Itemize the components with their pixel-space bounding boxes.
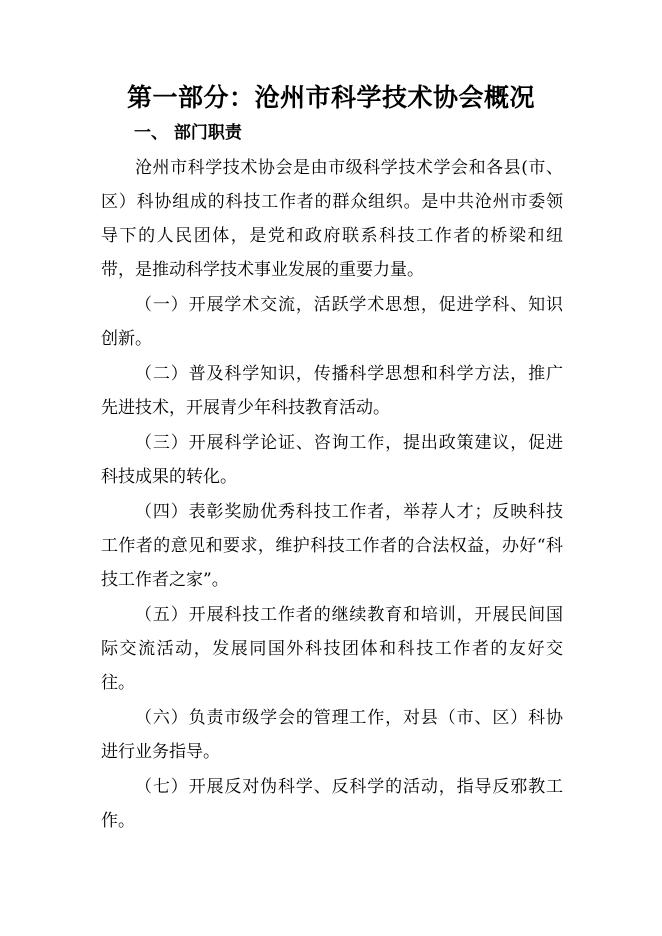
paragraph-line: 带，是推动科学技术事业发展的重要力量。 <box>101 260 424 280</box>
paragraph-line: 区）科协组成的科技工作者的群众组织。是中共沧州市委领 <box>101 192 563 212</box>
paragraph-line: （六）负责市级学会的管理工作，对县（市、区）科协 <box>135 708 563 728</box>
paragraph-line: 沧州市科学技术协会是由市级科学技术学会和各县(市、 <box>135 158 563 178</box>
paragraph-line: 工作者的意见和要求，维护科技工作者的合法权益，办好“科 <box>101 536 563 556</box>
paragraph-line: 际交流活动，发展同国外科技团体和科技工作者的友好交 <box>101 639 563 659</box>
paragraph-line: 先进技术，开展青少年科技教育活动。 <box>101 398 390 418</box>
paragraph-line: 创新。 <box>101 329 152 349</box>
paragraph-line: 进行业务指导。 <box>101 742 220 762</box>
paragraph-line: 往。 <box>101 673 135 693</box>
paragraph-line: 技工作者之家”。 <box>101 570 229 590</box>
paragraph-line: （五）开展科技工作者的继续教育和培训，开展民间国 <box>135 605 563 625</box>
paragraph-line: 作。 <box>101 811 135 831</box>
page-title: 第一部分：沧州市科学技术协会概况 <box>126 83 535 112</box>
paragraph-line: 导下的人民团体，是党和政府联系科技工作者的桥梁和纽 <box>101 226 563 246</box>
paragraph-line: 科技成果的转化。 <box>101 467 237 487</box>
paragraph-line: （三）开展科学论证、咨询工作，提出政策建议，促进 <box>135 433 563 453</box>
paragraph-line: （七）开展反对伪科学、反科学的活动，指导反邪教工 <box>135 777 563 797</box>
paragraph-line: （一）开展学术交流，活跃学术思想，促进学科、知识 <box>135 295 563 315</box>
paragraph-line: （二）普及科学知识，传播科学思想和科学方法，推广 <box>135 364 563 384</box>
section-heading: 一、 部门职责 <box>134 123 242 143</box>
paragraph-line: （四）表彰奖励优秀科技工作者，举荐人才；反映科技 <box>135 502 563 522</box>
